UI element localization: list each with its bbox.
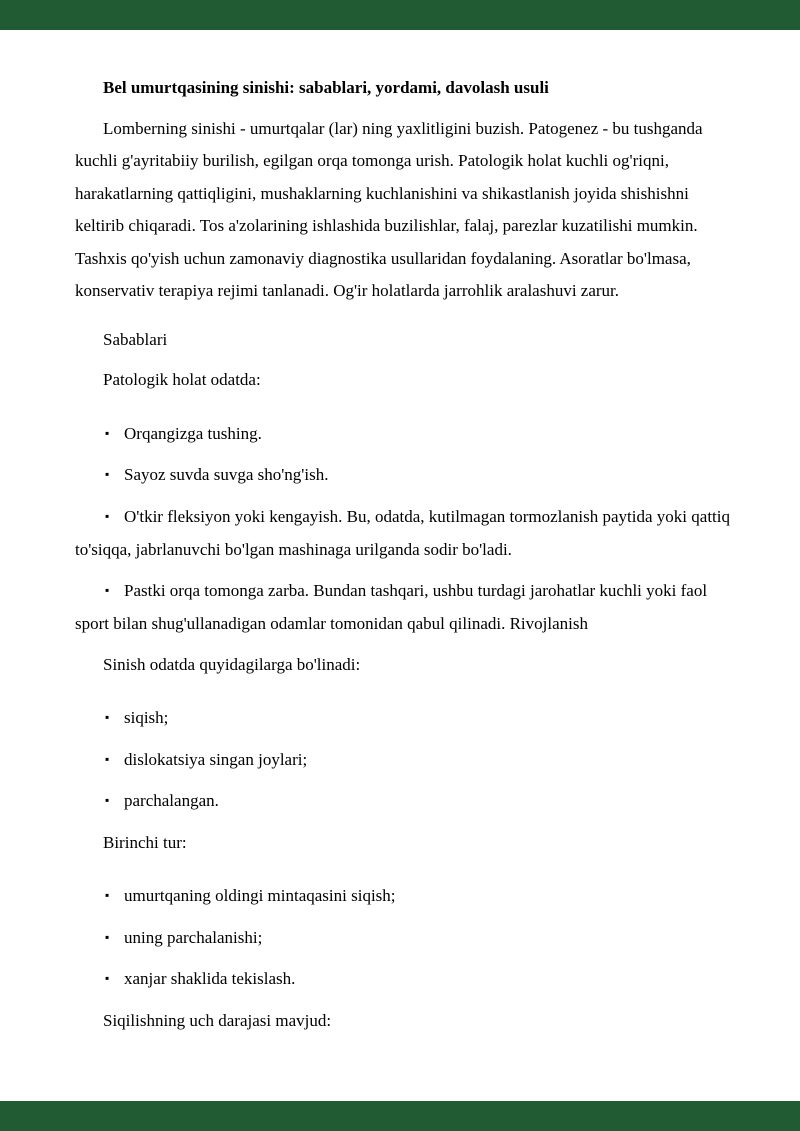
page-top-border xyxy=(0,0,800,30)
list-item: O'tkir fleksiyon yoki kengayish. Bu, odatda, kutilmagan tormozlanish paytida yoki qattiq to'siqqa, jabrlanuvchi bo'lgan mashinaga urilganda sodir bo'ladi. xyxy=(75,506,730,559)
list-item: xanjar shaklida tekislash. xyxy=(124,969,296,988)
list-item: Pastki orqa tomonga zarba. Bundan tashqari, ushbu turdagi jarohatlar kuchli yoki faol sport bilan shug'ullanadigan odamlar tomonidan qabul qilinadi. Rivojlanish xyxy=(75,580,708,633)
types-lead: Sinish odatda quyidagilarga bo'linadi: xyxy=(103,654,361,674)
list-item: Orqangizga tushing. xyxy=(124,423,262,443)
list-item: siqish; xyxy=(124,708,169,727)
first-type-lead: Birinchi tur: xyxy=(103,832,187,852)
page-bottom-border xyxy=(0,1101,800,1131)
types-list xyxy=(75,702,730,819)
section-heading: Sabablari xyxy=(103,329,168,349)
degrees-lead: Siqilishning uch darajasi mavjud: xyxy=(103,1010,332,1030)
list-item: parchalangan. xyxy=(124,791,219,810)
first-type-list xyxy=(75,880,730,997)
intro-paragraph: Lomberning sinishi - umurtqalar (lar) ning yaxlitligini buzish. Patogenez - bu tushganda kuchli g'ayritabiiy burilish, egilgan orqa tomonga urish. Patologik holat kuchli og'riqni, harakatlarning qattiqligini, mushaklarning kuchlanishini va shikastlanish joyida shishishni keltirib chiqaradi. Tos a'zolarining ishlashida buzilishlar, falaj, parezlar kuzatilishi mumkin. Tashxis qo'yish uchun zamonaviy diagnostika usullaridan foydalaning. Asoratlar bo'lmasa, konservativ terapiya rejimi tanlanadi. Og'ir holatlarda jarrohlik aralashuvi zarur. xyxy=(75,118,703,300)
list-item: umurtqaning oldingi mintaqasini siqish; xyxy=(124,886,396,905)
list-item: uning parchalanishi; xyxy=(124,927,263,947)
list-item: dislokatsiya singan joylari; xyxy=(124,749,308,769)
causes-list xyxy=(75,418,730,641)
document-title: Bel umurtqasining sinishi: sabablari, yordami, davolash usuli xyxy=(103,78,549,97)
list-item: Sayoz suvda suvga sho'ng'ish. xyxy=(124,465,329,484)
section-lead: Patologik holat odatda: xyxy=(103,370,261,389)
